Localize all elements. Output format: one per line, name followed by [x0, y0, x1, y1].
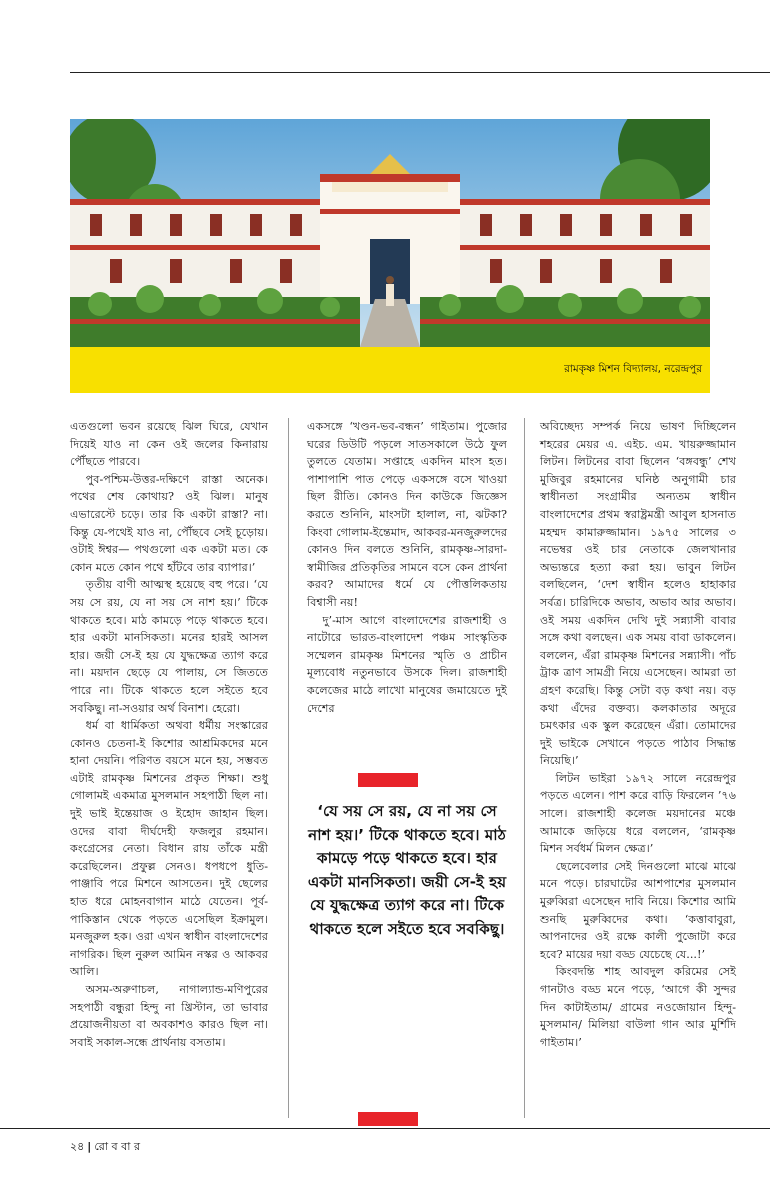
photo-caption-bar [70, 347, 710, 393]
column-divider [288, 418, 289, 1118]
article-column-2 [307, 418, 507, 748]
paragraph: এতগুলো ভবন রয়েছে ঝিল ঘিরে, যেখান দিয়েই যাও না কেন ওই জলের কিনারায় পৌঁছতে পারবে। [70, 420, 268, 469]
paragraph: পুব-পশ্চিম-উত্তর-দক্ষিণে রাস্তা অনেক। পথের শেষ কোথায়? ওই ঝিল। মানুষ এভারেস্টে চড়ে। তার কি একটা রাস্তা? না। কিন্তু যে-পথেই যাও না, পৌঁছবে সেই চূড়োয়। ওটাই ঈশ্বর— পথগুলো এক একটা মত। কে কোন মতে কোন পথে হাঁটবে তার ব্যাপার।’ [70, 472, 268, 574]
photo-caption: রামকৃষ্ণ মিশন বিদ্যালয়, নরেন্দ্রপুর [564, 362, 702, 375]
page-footer [70, 1138, 140, 1157]
paragraph: লিটন ভাইরা ১৯৭২ সালে নরেন্দ্রপুর পড়তে এলেন। পাশ করে বাড়ি ফিরলেন ’৭৬ সালে। রাজশাহী কলেজ ময়দানের মঞ্চে আমাকে জড়িয়ে ধরে বললেন, ‘রামকৃষ্ণ মিশন সর্বধর্ম মিলন ক্ষেত্র।’ [540, 771, 736, 856]
magazine-name: রো ব বা র [94, 1140, 141, 1153]
paragraph: অবিচ্ছেদ্য সম্পর্ক নিয়ে ভাষণ দিচ্ছিলেন শহরের মেয়র এ. এইচ. এম. খায়রুজ্জামান লিটন। লিটনের বাবা ছিলেন ‘বঙ্গবন্ধু’ শেখ মুজিবুর রহমানের ঘনিষ্ঠ অনুগামী চার স্বাধীনতা সংগ্রামীর অন্যতম স্বাধীন বাংলাদেশের প্রথম স্বরাষ্ট্রমন্ত্রী আবুল হাসনাত মহম্মদ কামারুজ্জামান। ১৯৭৫ সালের ৩ নভেম্বর ওই চার নেতাকে জেলখানার অভ্যন্তরে হত্যা করা হয়। ভাবুন লিটন বলছিলেন, ‘দেশ স্বাধীন হলেও হাহাকার সর্বত্র। চারিদিকে অভাব, অভাব আর অভাব। ওই সময় একদিন দেখি দুই সন্ন্যাসী বাবার সঙ্গে কথা বলছেন। এক সময় বাবা ডাকলেন। বললেন, এঁরা রামকৃষ্ণ মিশনের সন্ন্যাসী। পাঁচ ট্রাক ত্রাণ সামগ্রী নিয়ে এসেছেন। আমরা তা গ্রহণ করেছি। কিন্তু সেটা বড় কথা নয়। বড় কথা এঁদের বক্তব্য। কলকাতার অদূরে চমৎকার এক স্কুল করেছেন এঁরা। তোমাদের দুই ভাইকে সেখানে পড়তে পাঠাব সিদ্ধান্ত নিয়েছি।’ [540, 420, 736, 768]
pull-quote-accent-top [358, 773, 418, 787]
page-number: ২৪ [70, 1140, 85, 1153]
paragraph: দু’-মাস আগে বাংলাদেশের রাজশাহী ও নাটোরে ভারত-বাংলাদেশ পঞ্চম সাংস্কৃতিক সম্মেলন রামকৃষ্ণ মিশনের স্মৃতি ও প্রাচীন মূল্যবোধ নতুনভাবে উসকে দিল। রাজশাহী কলেজের মাঠে লাখো মানুষের জমায়েতে দুই দেশের [307, 613, 507, 715]
paragraph: তৃতীয় বাণী আত্মস্থ হয়েছে বহু পরে। ‘যে সয় সে রয়, যে না সয় সে নাশ হয়।’ টিকে থাকতে হবে। মাঠ কামড়ে পড়ে থাকতে হবে। হার একটা মানসিকতা। মনের হারই আসল হার। জয়ী সে-ই হয় যে যুদ্ধক্ষেত্র ত্যাগ করে না। ময়দান ছেড়ে যে পালায়, সে জিততে পারে না। টিকে থাকতে হলে সইতে হবে সবকিছু। না-সওয়ার অর্থ বিনাশ। হেরো। [70, 578, 268, 715]
paragraph: অসম-অরুণাচল, নাগাল্যান্ড-মণিপুরের সহপাঠী বন্ধুরা হিন্দু না খ্রিস্টান, তা ভাবার প্রয়োজনীয়তা বা অবকাশও কারও ছিল না। সবাই সকাল-সন্ধে প্রার্থনায় বসতাম। [70, 983, 268, 1049]
school-photo [70, 119, 710, 347]
footer-separator: | [87, 1140, 92, 1153]
paragraph: কিংবদন্তি শাহ আবদুল করিমের সেই গানটাও বড্ড মনে পড়ে, ‘আগে কী সুন্দর দিন কাটাইতাম/ গ্রামের নওজোয়ান হিন্দু-মুসলমান/ মিলিয়া বাউলা গান আর মুর্শিদি গাইতাম।’ [540, 965, 736, 1049]
paragraph: ছেলেবেলার সেই দিনগুলো মাঝে মাঝে মনে পড়ে। চারঘাটের আশপাশের মুসলমান মুরুব্বিরা এসেছেন দাবি নিয়ে। কিশোর আমি শুনছি মুরুব্বিদের কথা। ‘কত্তাবাবুরা, আপনাদের ওই রক্ষে কালী পুজোটা করে হবে? মায়ের দয়া বড্ড যেচেছে যে...!’ [540, 859, 736, 961]
column-divider [524, 418, 525, 1118]
paragraph: একসঙ্গে ‘খণ্ডন-ভব-বন্ধন’ গাইতাম। পুজোর ঘরের ডিউটি পড়লে সাতসকালে উঠে ফুল তুলতে যেতাম। সপ্তাহে একদিন মাংস হত। পাশাপাশি পাত পেড়ে একসঙ্গে বসে খাওয়া ছিল রীতি। কোনও দিন কাউকে জিজ্ঞেস করতে শুনিনি, মাংসটা হালাল, না, ঝটকা? কিংবা গোলাম-ইন্তেমাদ, আকবর-মনজুরুলদের কোনও দিন বলতে শুনিনি, রামকৃষ্ণ-সারদা-স্বামীজির প্রতিকৃতির সামনে বসে কেন প্রার্থনা করব? আমাদের ধর্মে যে পৌত্তলিকতায় বিশ্বাসী নয়! [307, 420, 507, 609]
article-column-1 [70, 418, 268, 1118]
bottom-rule [0, 1128, 770, 1129]
pull-quote-accent-bottom [358, 1112, 418, 1126]
paragraph: ধর্ম বা ধার্মিকতা অথবা ধর্মীয় সংস্কারের কোনও চেতনা-ই কিশোর আশ্রমিকদের মনে হানা দেয়নি। পরিণত বয়সে মনে হয়, সম্ভবত এটাই রামকৃষ্ণ মিশনের প্রকৃত শিক্ষা। শুধু গোলামই একমাত্র মুসলমান সহপাঠী ছিল না। দুই ভাই ইম্তেয়াজ ও ইহোদ জাহান ছিল। ওদের বাবা দীর্ঘদেহী ফজলুর রহমান। কংগ্রেসের নেতা। বিধান রায় তাঁকে মন্ত্রী করেছিলেন। প্রফুল্ল সেনও। ধপধপে ধুতি-পাঞ্জাবি পরে মিশনে আসতেন। দুই ছেলের হাত ধরে মোহনবাগান মাঠে যেতেন। পূর্ব-পাকিস্তান থেকে পড়তে এসেছিল ইক্রামুল। মনজুরুল হক। ওরা এখন স্বাধীন বাংলাদেশের নাগরিক। ছিল নুরুল আমিন নস্কর ও আকবর আলি। [70, 719, 268, 979]
pull-quote: ‘যে সয় সে রয়, যে না সয় সে নাশ হয়।’ টিকে থাকতে হবে। মাঠ কামড়ে পড়ে থাকতে হবে। হার একটা মানসিকতা। জয়ী সে-ই হয় যে যুদ্ধক্ষেত্র ত্যাগ করে না। টিকে থাকতে হলে সইতে হবে সবকিছু। [307, 802, 507, 938]
article-column-3 [540, 418, 736, 1049]
top-rule [70, 72, 770, 73]
